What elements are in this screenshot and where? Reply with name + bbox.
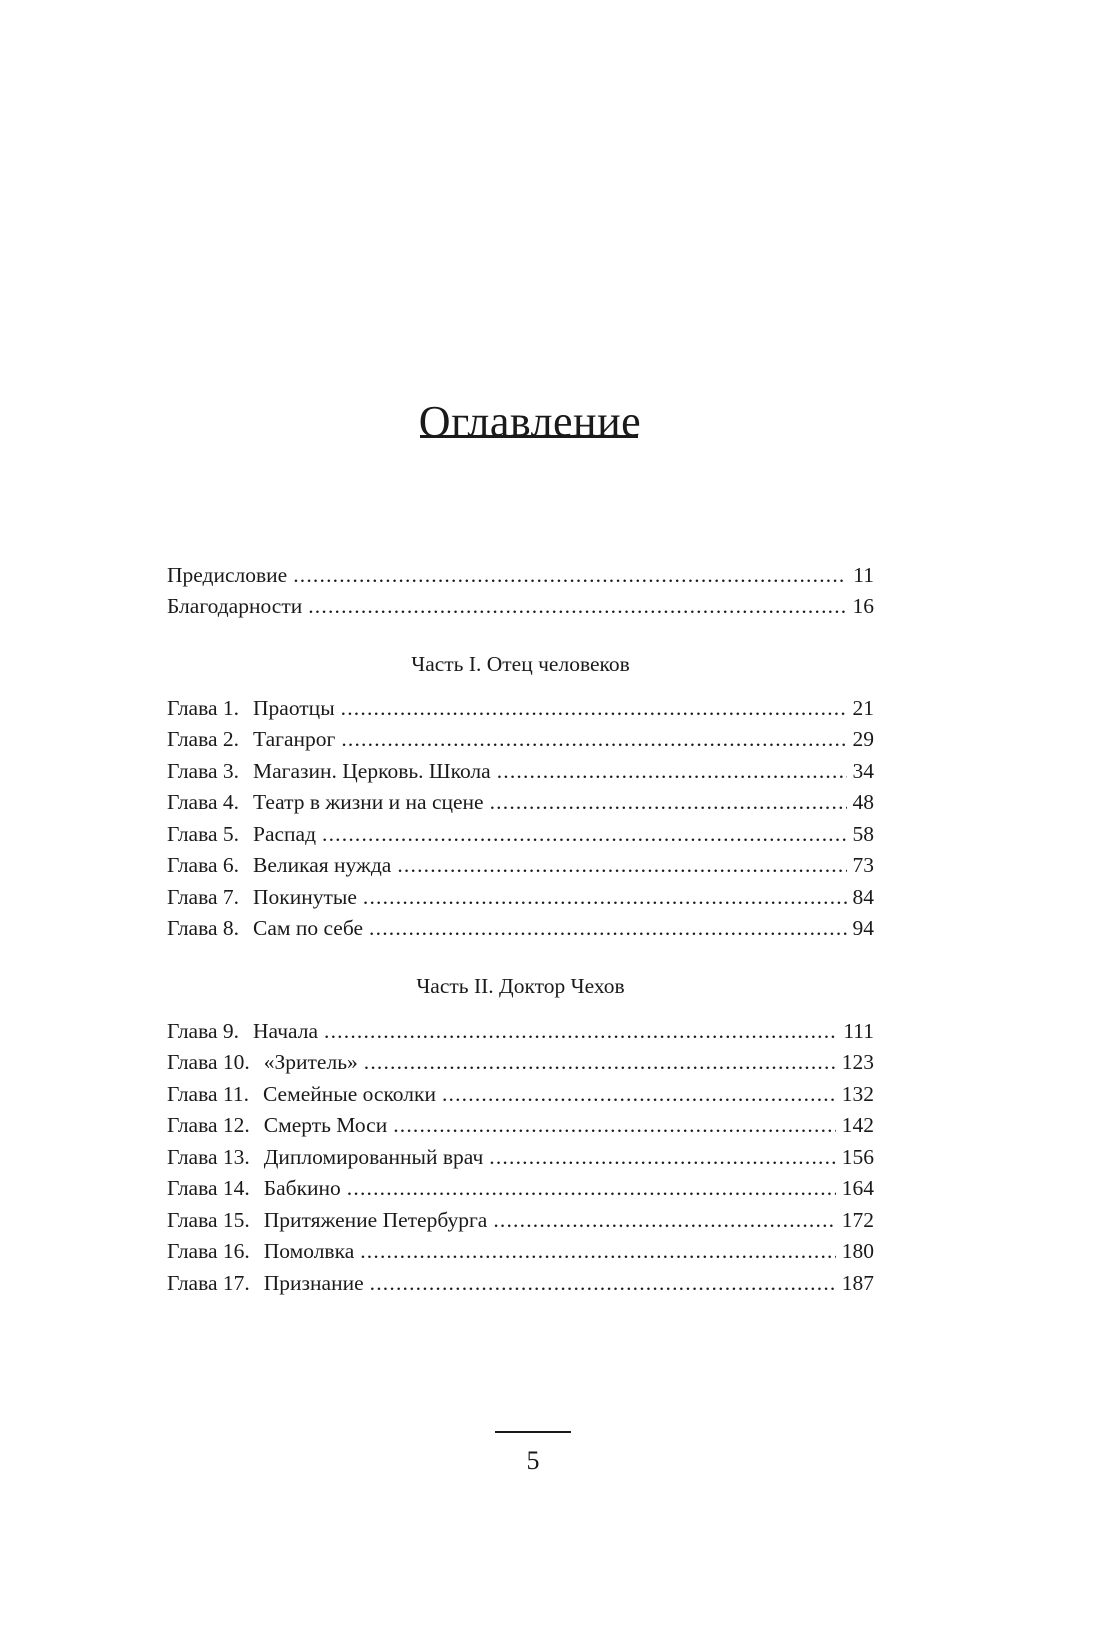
chapter-number: Глава 7. [167,885,239,909]
chapter-number: Глава 1. [167,696,239,720]
chapter-page: 111 [843,1019,874,1043]
chapter-number: Глава 11. [167,1082,249,1106]
chapter-number: Глава 13. [167,1145,250,1169]
dot-leader [489,1141,835,1174]
chapter-number: Глава 12. [167,1113,250,1137]
chapter-page: 73 [852,853,874,877]
chapter-page: 123 [841,1050,874,1074]
chapter-title: Смерть Моси [263,1113,388,1137]
chapter-number: Глава 8. [167,916,239,940]
chapter-number: Глава 9. [167,1019,239,1043]
toc-entry-chapter [167,1078,874,1111]
chapter-page: 58 [852,822,874,846]
toc-entry-chapter [167,1267,874,1300]
toc-entry-acknowledgements [167,590,874,623]
dot-leader [322,818,846,851]
toc-entry-page: 11 [853,563,874,587]
toc-entry-label: Благодарности [167,594,303,618]
chapter-title: Сам по себе [253,916,364,940]
chapter-title: Дипломированный врач [263,1145,484,1169]
chapter-page: 187 [841,1271,874,1295]
chapter-number: Глава 3. [167,759,239,783]
page-title: Оглавление [418,397,642,447]
toc-entry-preface [167,559,874,592]
chapter-page: 132 [841,1082,874,1106]
dot-leader [397,849,846,882]
toc-entry-chapter [167,755,874,788]
dot-leader [490,786,847,819]
chapter-page: 48 [852,790,874,814]
toc-entry-chapter [167,1172,874,1205]
dot-leader [360,1235,836,1268]
chapter-number: Глава 2. [167,727,239,751]
chapter-page: 34 [852,759,874,783]
toc-entry-chapter [167,1235,874,1268]
dot-leader [341,692,847,725]
dot-leader [363,881,847,914]
chapter-title: Покинутые [253,885,357,909]
toc-entry-chapter [167,1046,874,1079]
chapter-title: Театр в жизни и на сцене [253,790,484,814]
chapter-title: Магазин. Церковь. Школа [253,759,491,783]
dot-leader [493,1204,835,1237]
toc-entry-chapter [167,912,874,945]
toc-entry-chapter [167,723,874,756]
toc-entry-chapter [167,1204,874,1237]
chapter-number: Глава 10. [167,1050,250,1074]
part-heading-1: Часть I. Отец человеков [411,652,630,676]
dot-leader [442,1078,836,1111]
chapter-page: 21 [852,696,874,720]
chapter-page: 94 [852,916,874,940]
dot-leader [324,1015,837,1048]
chapter-page: 172 [841,1208,874,1232]
toc-entry-chapter [167,1109,874,1142]
dot-leader [347,1172,836,1205]
folio-rule [495,1431,571,1433]
toc-entry-chapter [167,1141,874,1174]
toc-entry-label: Предисловие [167,563,288,587]
chapter-page: 164 [841,1176,874,1200]
chapter-page: 29 [852,727,874,751]
chapter-number: Глава 16. [167,1239,250,1263]
title-underline [420,435,638,438]
chapter-page: 142 [841,1113,874,1137]
chapter-number: Глава 5. [167,822,239,846]
toc-entry-chapter [167,692,874,725]
chapter-number: Глава 4. [167,790,239,814]
chapter-title: Начала [253,1019,319,1043]
dot-leader [369,912,846,945]
dot-leader [293,559,847,592]
chapter-title: «Зритель» [263,1050,358,1074]
chapter-page: 84 [852,885,874,909]
chapter-number: Глава 6. [167,853,239,877]
chapter-title: Бабкино [263,1176,341,1200]
toc-entry-chapter [167,786,874,819]
chapter-page: 180 [841,1239,874,1263]
chapter-number: Глава 15. [167,1208,250,1232]
dot-leader [497,755,847,788]
toc-entry-page: 16 [852,594,874,618]
chapter-title: Великая нужда [253,853,392,877]
dot-leader [341,723,846,756]
chapter-title: Признание [263,1271,364,1295]
chapter-title: Семейные осколки [262,1082,436,1106]
toc-entry-chapter [167,818,874,851]
dot-leader [370,1267,836,1300]
toc-entry-chapter [167,849,874,882]
chapter-page: 156 [841,1145,874,1169]
dot-leader [393,1109,836,1142]
chapter-number: Глава 17. [167,1271,250,1295]
chapter-title: Праотцы [253,696,335,720]
chapter-title: Распад [253,822,317,846]
chapter-title: Помолвка [263,1239,355,1263]
toc-entry-chapter [167,1015,874,1048]
toc-entry-chapter [167,881,874,914]
page-number: 5 [526,1446,540,1475]
chapter-number: Глава 14. [167,1176,250,1200]
chapter-title: Таганрог [253,727,336,751]
dot-leader [308,590,846,623]
dot-leader [364,1046,836,1079]
part-heading-2: Часть II. Доктор Чехов [416,974,625,998]
chapter-title: Притяжение Петербурга [263,1208,488,1232]
